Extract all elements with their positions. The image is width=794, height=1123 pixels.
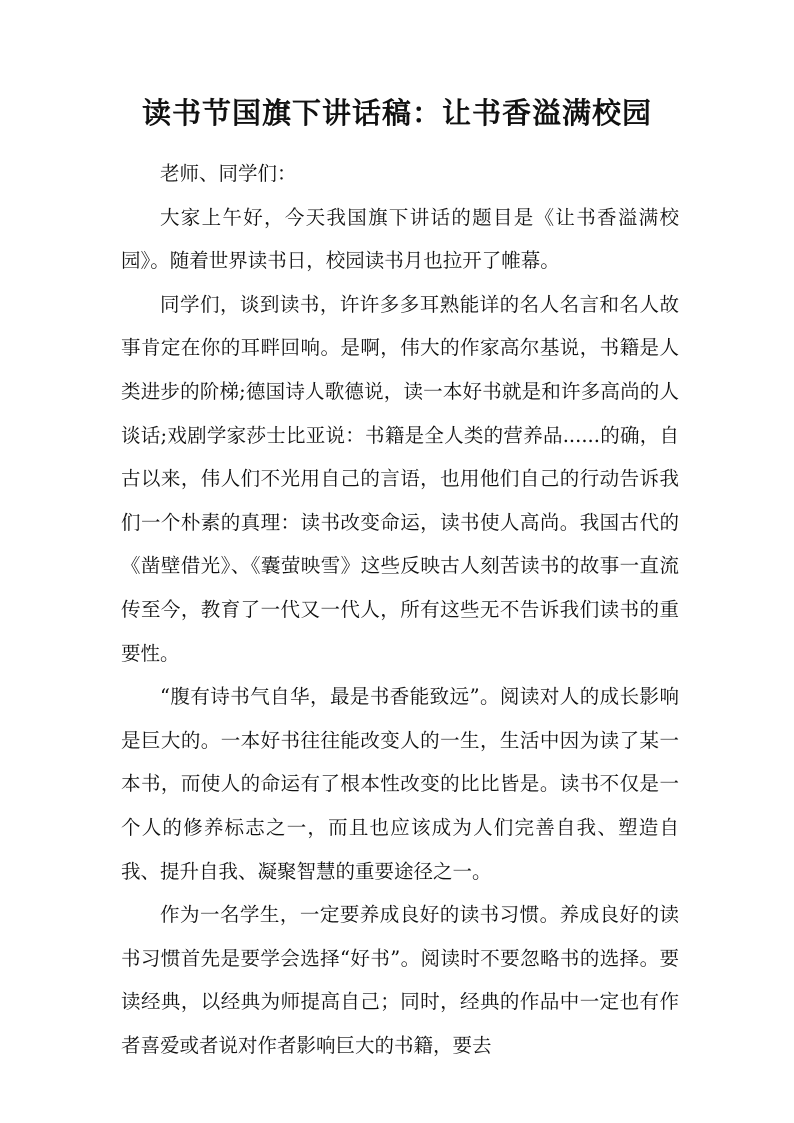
paragraph-greeting: 大家上午好，今天我国旗下讲话的题目是《让书香溢满校园》。随着世界读书日，校园读书月也拉开了帷幕。 xyxy=(121,205,679,273)
document-title: 读书节国旗下讲话稿：让书香溢满校园 xyxy=(141,96,652,130)
paragraph-salutation: 老师、同学们： xyxy=(160,162,297,185)
paragraph-reading-influence: “腹有诗书气自华，最是书香能致远”。阅读对人的成长影响是巨大的。一本好书往往能改变人的一生，生活中因为读了某一本书，而使人的命运有了根本性改变的比比皆是。读书不仅是一个人的修养标志之一，而且也应该成为人们完善自我、塑造自我、提升自我、凝聚智慧的重要途径之一。 xyxy=(121,685,679,883)
document-body xyxy=(121,152,679,1067)
paragraph-reading-habits: 作为一名学生，一定要养成良好的读书习惯。养成良好的读书习惯首先是要学会选择“好书”。阅读时不要忽略书的选择。要读经典，以经典为师提高自己；同时，经典的作品中一定也有作者喜爱或者说对作者影响巨大的书籍，要去 xyxy=(121,903,679,1057)
paragraph-famous-quotes: 同学们，谈到读书，许许多多耳熟能详的名人名言和名人故事肯定在你的耳畔回响。是啊，伟大的作家高尔基说，书籍是人类进步的阶梯;德国诗人歌德说，读一本好书就是和许多高尚的人谈话;戏剧学家莎士比亚说：书籍是全人类的营养品......的确，自古以来，伟人们不光用自己的言语，也用他们自己的行动告诉我们一个朴素的真理：读书改变命运，读书使人高尚。我国古代的《凿壁借光》、《囊萤映雪》这些反映古人刻苦读书的故事一直流传至今，教育了一代又一代人，所有这些无不告诉我们读书的重要性。 xyxy=(121,292,679,665)
